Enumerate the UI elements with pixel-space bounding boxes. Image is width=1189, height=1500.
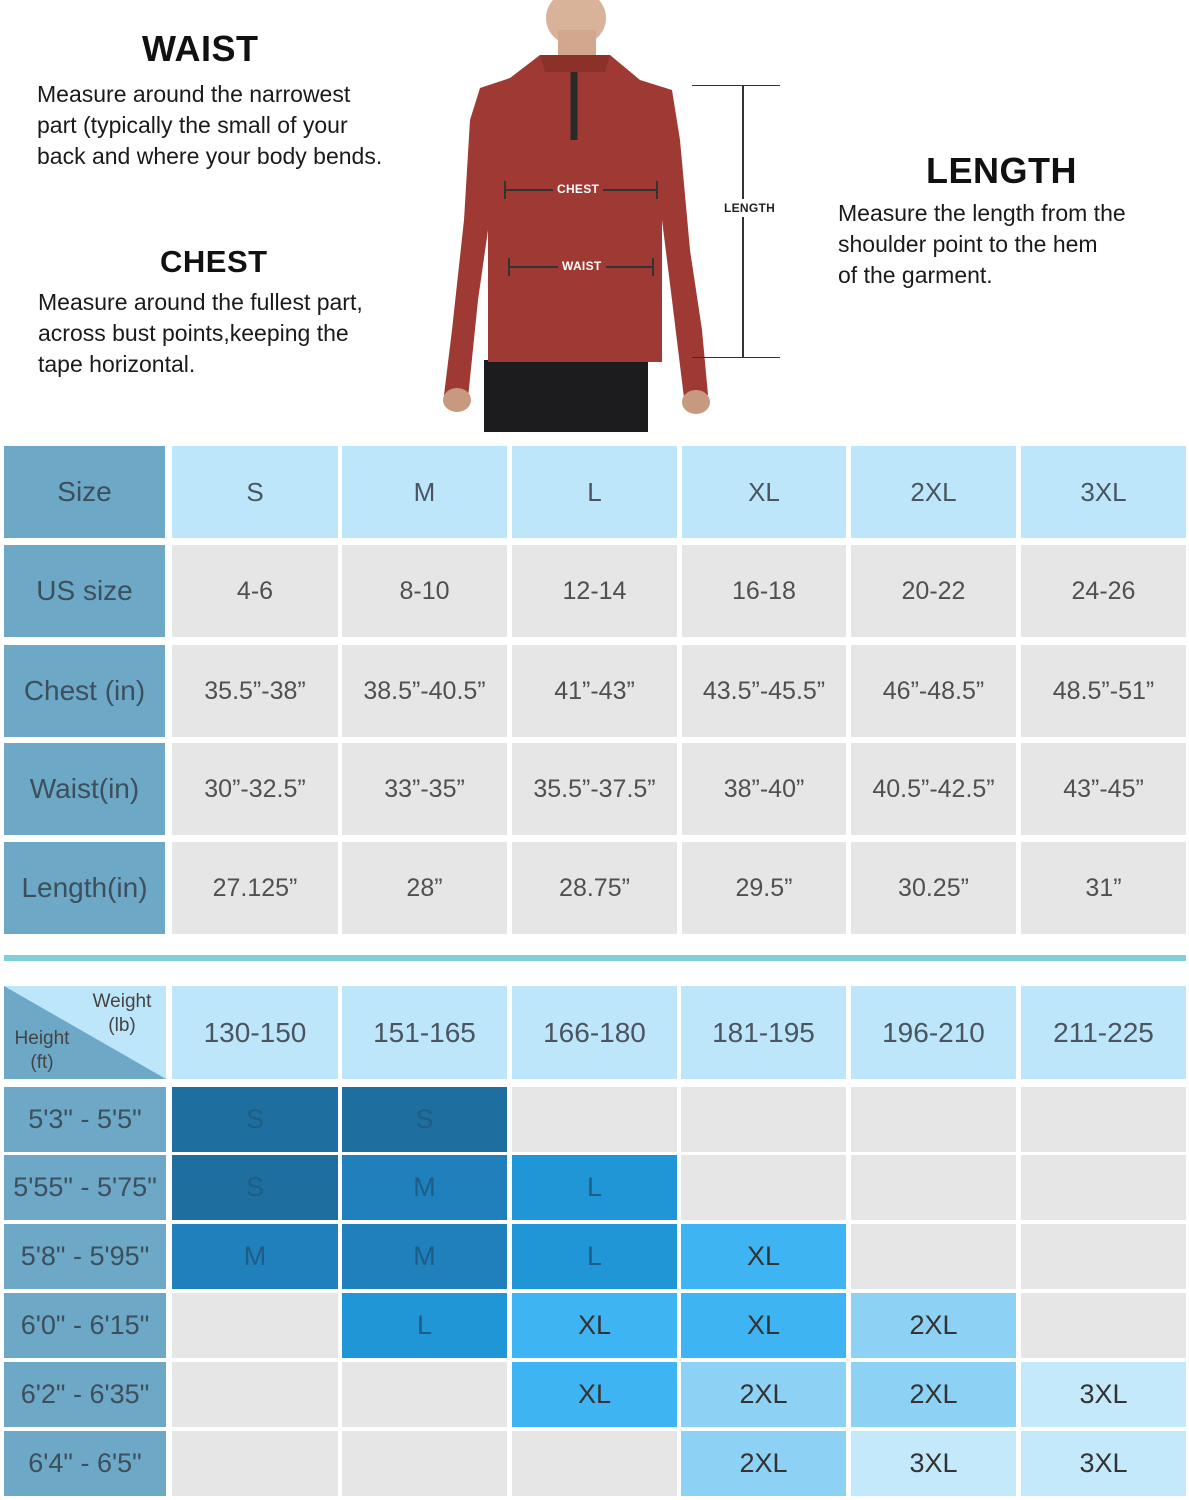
size-table-cell: 33”-35” [342,743,507,835]
fit-size-cell: M [342,1155,507,1220]
size-table-row-header: Waist(in) [4,743,165,835]
size-column-header: S [172,446,338,538]
fit-empty-cell [681,1155,846,1220]
fit-empty-cell [851,1087,1016,1152]
size-table-cell: 38.5”-40.5” [342,645,507,737]
size-table-cell: 30”-32.5” [172,743,338,835]
weight-column-header: 166-180 [512,986,677,1079]
size-table-cell: 16-18 [682,545,846,637]
fit-empty-cell [172,1293,338,1358]
size-column-header: 2XL [851,446,1016,538]
size-table-row-header: US size [4,545,165,637]
fit-size-cell: XL [681,1224,846,1289]
size-table-cell: 48.5”-51” [1021,645,1186,737]
weight-column-header: 181-195 [681,986,846,1079]
size-table-cell: 31” [1021,842,1186,934]
fit-empty-cell [342,1362,507,1427]
size-column-header: 3XL [1021,446,1186,538]
weight-column-header: 151-165 [342,986,507,1079]
fit-size-cell: S [172,1155,338,1220]
fit-empty-cell [512,1087,677,1152]
height-row-header: 5'55" - 5'75" [4,1155,166,1220]
size-table-cell: 38”-40” [682,743,846,835]
garment-illustration [440,0,790,432]
waist-description: Measure around the narrowest part (typically the small of your back and where your body bends. [37,81,383,169]
size-table-cell: 12-14 [512,545,677,637]
size-table-cell: 4-6 [172,545,338,637]
length-description: Measure the length from the shoulder point to the hem of the garment. [838,200,1126,288]
fit-empty-cell [1021,1293,1186,1358]
waist-heading: WAIST [142,28,259,69]
height-axis-label: Height (ft) [14,1028,70,1073]
section-divider [4,955,1186,961]
chest-description: Measure around the fullest part, across bust points,keeping the tape horizontal. [38,289,363,377]
size-column-header: L [512,446,677,538]
size-table-row-header: Chest (in) [4,645,165,737]
size-table-cell: 35.5”-38” [172,645,338,737]
size-table-cell: 30.25” [851,842,1016,934]
size-table-row-header: Length(in) [4,842,165,934]
size-table-cell: 8-10 [342,545,507,637]
fit-size-cell: M [172,1224,338,1289]
fit-size-cell: L [512,1155,677,1220]
size-table-cell: 35.5”-37.5” [512,743,677,835]
height-row-header: 5'8" - 5'95" [4,1224,166,1289]
height-row-header: 6'4" - 6'5" [4,1431,166,1496]
fit-size-cell: 2XL [851,1293,1016,1358]
fit-size-cell: XL [681,1293,846,1358]
size-table-cell: 41”-43” [512,645,677,737]
fit-size-cell: L [512,1224,677,1289]
size-table-row-header: Size [4,446,165,538]
weight-column-header: 211-225 [1021,986,1186,1079]
size-table-cell: 28” [342,842,507,934]
fit-size-cell: 3XL [1021,1431,1186,1496]
height-row-header: 6'2" - 6'35" [4,1362,166,1427]
size-table-cell: 43”-45” [1021,743,1186,835]
fit-empty-cell [851,1155,1016,1220]
height-row-header: 6'0" - 6'15" [4,1293,166,1358]
fit-empty-cell [1021,1155,1186,1220]
fit-empty-cell [851,1224,1016,1289]
pants [484,360,648,432]
grid-corner-header [4,986,166,1079]
fit-size-cell: M [342,1224,507,1289]
fit-size-cell: 2XL [681,1431,846,1496]
fit-size-cell: XL [512,1293,677,1358]
fit-size-cell: 2XL [681,1362,846,1427]
length-heading: LENGTH [926,150,1077,191]
fit-empty-cell [512,1431,677,1496]
fit-empty-cell [172,1431,338,1496]
size-table-cell: 29.5” [682,842,846,934]
fit-size-cell: XL [512,1362,677,1427]
size-table-cell: 24-26 [1021,545,1186,637]
chest-measure-label: CHEST [553,182,603,196]
size-table-cell: 20-22 [851,545,1016,637]
fit-size-cell: 3XL [851,1431,1016,1496]
size-column-header: M [342,446,507,538]
size-column-header: XL [682,446,846,538]
fit-empty-cell [1021,1087,1186,1152]
size-table-cell: 28.75” [512,842,677,934]
height-row-header: 5'3" - 5'5" [4,1087,166,1152]
fit-empty-cell [1021,1224,1186,1289]
chest-heading: CHEST [160,244,268,279]
size-table-cell: 43.5”-45.5” [682,645,846,737]
length-measure-label: LENGTH [724,201,776,215]
fit-empty-cell [681,1087,846,1152]
weight-axis-label: Weight (lb) [92,991,152,1036]
weight-column-header: 196-210 [851,986,1016,1079]
weight-column-header: 130-150 [172,986,338,1079]
fit-size-cell: L [342,1293,507,1358]
size-table-cell: 46”-48.5” [851,645,1016,737]
fit-size-cell: 3XL [1021,1362,1186,1427]
fit-empty-cell [342,1431,507,1496]
size-table-cell: 27.125” [172,842,338,934]
fit-size-cell: S [172,1087,338,1152]
waist-measure-label: WAIST [558,259,606,273]
fit-size-cell: S [342,1087,507,1152]
fit-size-cell: 2XL [851,1362,1016,1427]
fit-empty-cell [172,1362,338,1427]
size-table-cell: 40.5”-42.5” [851,743,1016,835]
